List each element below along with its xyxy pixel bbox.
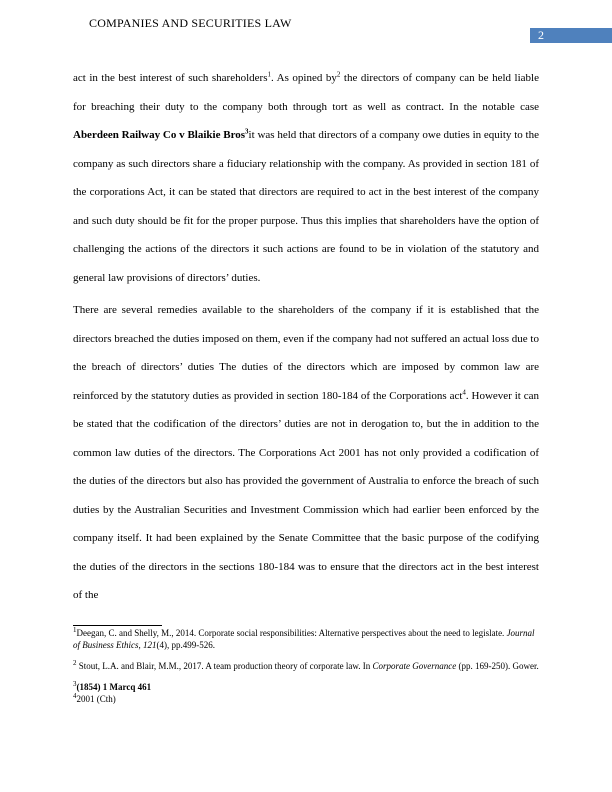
footnote-text: 2001 (Cth) — [76, 694, 116, 704]
footnote-volume: 121 — [143, 640, 157, 650]
text-run: it was held that directors of a company owe duties in equity to the company as such directors share a fiduciary relationship with the company. As provided in section 181 of the corporations Act, it can be stated that directors are required to act in the best interest of the company and such duty should be fit for the proper purpose. Thus this implies that shareholders have the option of challenging the actions of the directors it such actions are found to be in violation of the statutory and general law provisions of directors’ duties. — [73, 129, 539, 284]
footnote-number: 2 — [73, 659, 77, 667]
footnote-ref-3[interactable]: 3 — [245, 127, 249, 136]
footnote-text: (pp. 169-250). Gower. — [456, 661, 539, 671]
footnote-1 — [73, 627, 539, 651]
footnote-text: Deegan, C. and Shelly, M., 2014. Corporate social responsibilities: Alternative perspectives about the need to legislate. — [76, 628, 507, 638]
footnote-separator — [73, 625, 162, 626]
text-run: the directors of company can be held liable for breaching their duty to the company both through tort as well as contract. In the notable case — [73, 72, 539, 113]
case-name: Aberdeen Railway Co v Blaikie Bros — [73, 129, 246, 141]
footnote-2 — [73, 660, 539, 672]
footnote-number: 4 — [73, 692, 77, 700]
paragraph-2 — [73, 296, 539, 610]
footnotes — [73, 627, 539, 705]
text-run: . As opined by — [271, 72, 337, 84]
footnote-3 — [73, 681, 539, 693]
paragraph-1 — [73, 64, 539, 292]
text-run: There are several remedies available to the shareholders of the company if it is established that the directors breached the duties imposed on them, even if the company had not suffered an actual loss due to the breach of directors’ duties The duties of the directors which are imposed by common law are reinforced by the statutory duties as provided in section 180-184 of the Corporations act — [73, 304, 539, 402]
page-number: 2 — [538, 28, 544, 42]
text-run: act in the best interest of such shareholders — [73, 72, 268, 84]
page-number-bar — [530, 28, 612, 43]
footnote-text: Stout, L.A. and Blair, M.M., 2017. A team production theory of corporate law. In — [76, 661, 373, 671]
body-text — [73, 64, 539, 610]
footnote-text: (4), pp.499-526. — [156, 640, 215, 650]
footnote-journal: Journal of Business Ethics — [73, 628, 535, 650]
footnote-number: 1 — [73, 626, 77, 634]
footnote-book: Corporate Governance — [372, 661, 457, 671]
footnote-ref-1[interactable]: 1 — [267, 70, 271, 79]
running-header-title: COMPANIES AND SECURITIES LAW — [89, 16, 292, 30]
footnote-ref-2[interactable]: 2 — [336, 70, 341, 79]
footnote-4 — [73, 693, 539, 705]
footnote-number: 3 — [73, 680, 77, 688]
footnote-text: (1854) 1 Marcq 461 — [76, 682, 152, 692]
footnote-ref-4[interactable]: 4 — [462, 387, 466, 396]
text-run: . However it can be stated that the codification of the directors’ duties are not in derogation to, but the in addition to the common law duties of the directors. The Corporations Act 2001 has not only provided a codification of the duties of the directors but also has provided the government of Australia to enforce the breach of such duties by the Australian Securities and Investment Commission which had earlier been enforced by the company itself. It had been explained by the Senate Committee that the basic purpose of the codifying the duties of the directors in the sections 180-184 was to ensure that the directors act in the best interest of the — [73, 389, 539, 601]
footnote-text: , — [138, 640, 143, 650]
